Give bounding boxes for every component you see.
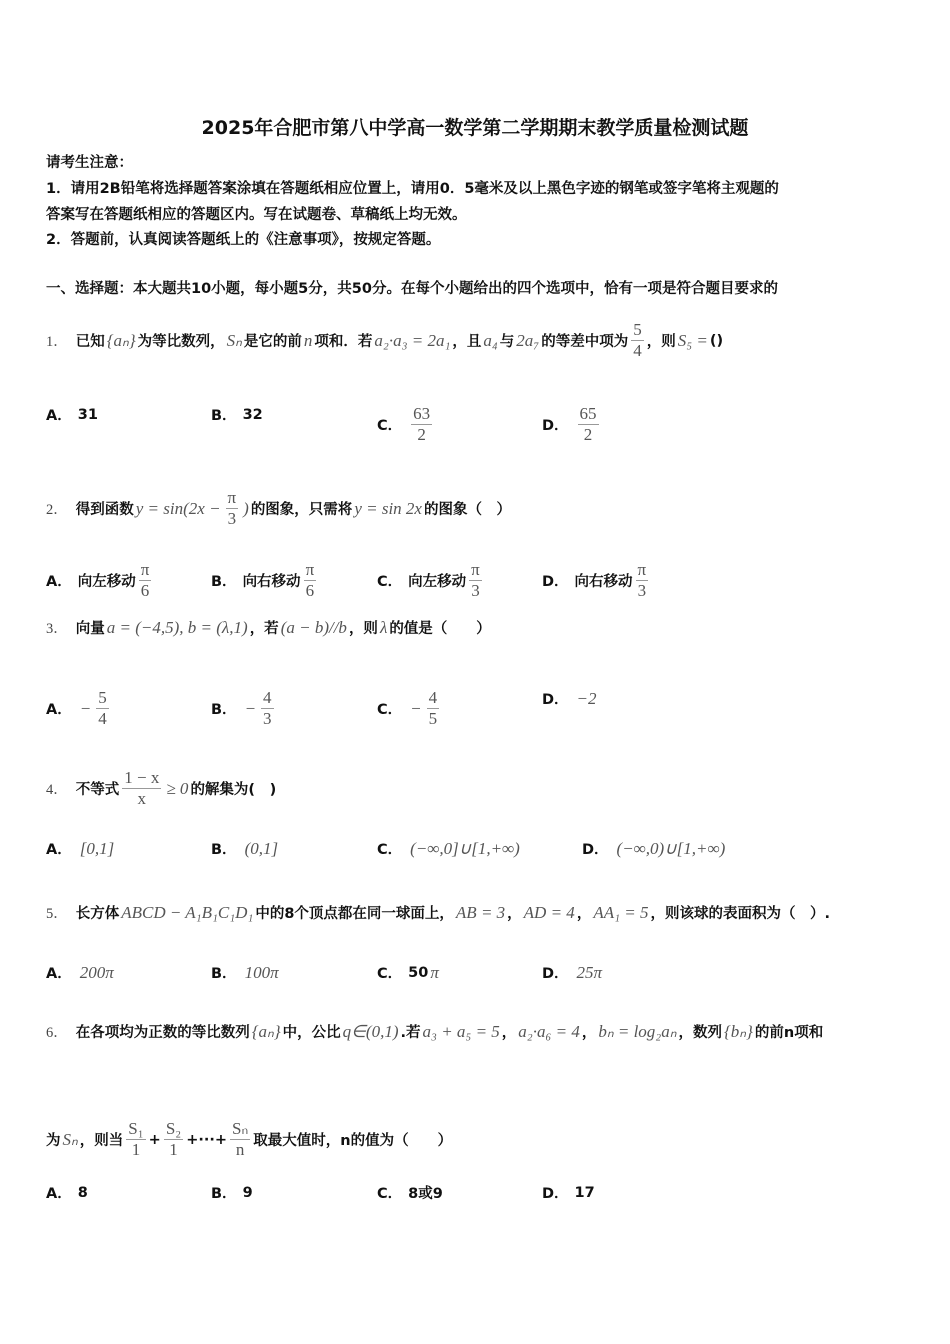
answer-option[interactable] (46, 1182, 88, 1203)
text-segment: 8或9 (408, 1186, 443, 1202)
text-segment: 已知 (75, 334, 105, 350)
fraction-denominator: 3 (637, 581, 647, 600)
fraction-numerator: S₁ (128, 1119, 144, 1138)
answer-option[interactable] (46, 688, 112, 729)
math-expression: π (430, 962, 439, 982)
fraction-denominator: 6 (140, 581, 150, 600)
answer-option[interactable] (542, 688, 599, 709)
section-heading: 一、选择题：本大题共10小题，每小题5分，共50分。在每个小题给出的四个选项中，恰有一项是符合题目要求的 (46, 281, 778, 297)
option-label: C． (377, 1186, 403, 1202)
text-segment: + (148, 1131, 161, 1148)
text-segment: 在各项均为正数的等比数列 (75, 1025, 250, 1041)
math-expression: ≥ 0 (166, 778, 189, 798)
math-expression: ) (243, 498, 249, 518)
fraction (226, 488, 239, 529)
answer-option[interactable] (377, 560, 485, 601)
math-expression: y = sin 2x (354, 498, 422, 518)
option-label: A． (46, 842, 72, 858)
fraction-numerator: 1 − x (124, 768, 160, 787)
text-segment: 的图象，只需将 (250, 502, 353, 518)
math-expression: a₂·a₆ = 4 (518, 1021, 580, 1041)
text-segment: ， (576, 906, 592, 922)
text-segment: ，且 (452, 334, 482, 350)
question-stem (46, 320, 723, 361)
math-expression: 200π (79, 962, 114, 982)
fraction-numerator: 4 (263, 688, 272, 707)
option-label: A． (46, 408, 72, 424)
math-expression: [0,1] (79, 838, 115, 858)
option-label: B． (211, 1186, 237, 1202)
fraction (411, 404, 432, 445)
option-label: D． (542, 692, 569, 708)
notice-line: 1．请用2B铅笔将选择题答案涂填在答题纸相应位置上，请用0．5毫米及以上黑色字迹的钢笔或签字笔将主观题的 (46, 181, 779, 197)
text-segment: ， (581, 1025, 597, 1041)
question-number: 2． (46, 502, 68, 518)
math-expression: − (79, 698, 92, 718)
math-expression: 2a₇ (516, 330, 540, 350)
math-expression: 25π (576, 962, 603, 982)
fraction-denominator: 5 (428, 709, 438, 728)
fraction (164, 1119, 183, 1160)
math-expression: Sₙ (62, 1129, 78, 1149)
math-expression: −2 (576, 688, 597, 708)
text-segment: 项和．若 (314, 334, 373, 350)
fraction-numerator: π (637, 560, 647, 579)
fraction (96, 688, 109, 729)
answer-option[interactable] (211, 560, 319, 601)
text-segment: 50 (408, 964, 429, 981)
answer-option[interactable] (542, 1182, 595, 1203)
fraction (261, 688, 274, 729)
text-segment: 的前n项和 (754, 1025, 824, 1041)
question-number: 5． (46, 906, 68, 922)
math-expression: q∈(0,1) (342, 1021, 399, 1041)
answer-option[interactable] (211, 838, 280, 859)
answer-option[interactable] (377, 838, 522, 859)
text-segment: 32 (242, 406, 263, 423)
fraction (636, 560, 649, 601)
text-segment: 长方体 (75, 906, 120, 922)
fraction-denominator: 3 (263, 709, 272, 728)
option-label: D． (542, 574, 569, 590)
math-expression: ABCD − A₁B₁C₁D₁ (121, 902, 254, 922)
fraction-numerator: 65 (579, 404, 597, 423)
text-segment: 不等式 (75, 782, 120, 798)
answer-option[interactable] (542, 962, 604, 983)
text-segment: 向左移动 (77, 574, 136, 590)
fraction (139, 560, 152, 601)
question-stem (46, 617, 491, 638)
page-title: 2025年合肥市第八中学高一数学第二学期期末教学质量检测试题 (201, 117, 749, 139)
text-segment: 的图象（ ） (423, 502, 511, 518)
fraction-denominator: 1 (169, 1140, 178, 1159)
fraction-numerator: Sₙ (232, 1119, 249, 1138)
text-segment: 的解集为( ) (190, 782, 277, 798)
math-expression: n (303, 330, 313, 350)
math-expression: Sₙ (226, 330, 242, 350)
text-segment: 向量 (75, 621, 105, 637)
fraction-numerator: π (227, 488, 237, 507)
text-segment: ，则该球的表面积为（ ）. (650, 906, 830, 922)
option-label: A． (46, 702, 72, 718)
fraction-denominator: x (137, 789, 147, 808)
answer-option[interactable] (211, 1182, 253, 1203)
answer-option[interactable] (211, 688, 277, 729)
fraction-denominator: 3 (471, 581, 480, 600)
text-segment: 的值是（ ） (389, 621, 491, 637)
option-label: B． (211, 966, 237, 982)
fraction-denominator: 6 (305, 581, 315, 600)
option-label: A． (46, 966, 72, 982)
answer-option[interactable] (46, 404, 98, 425)
question-stem (46, 902, 830, 923)
fraction-numerator: π (305, 560, 315, 579)
answer-option[interactable] (46, 838, 116, 859)
fraction-denominator: 2 (583, 425, 593, 444)
text-segment: 中的8个顶点都在同一球面上， (255, 906, 454, 922)
option-label: C． (377, 966, 403, 982)
option-label: B． (211, 842, 237, 858)
question-number: 1． (46, 334, 68, 350)
option-label: B． (211, 702, 237, 718)
option-label: C． (377, 842, 403, 858)
fraction (304, 560, 317, 601)
math-expression: AB = 3 (455, 902, 506, 922)
math-expression: y = sin(2x − (135, 498, 221, 518)
fraction-numerator: 5 (98, 688, 107, 707)
math-expression: (a − b)//b (280, 617, 347, 637)
text-segment: 与 (499, 334, 515, 350)
option-label: D． (542, 966, 569, 982)
text-segment: ， (507, 906, 522, 922)
fraction-numerator: 5 (633, 320, 642, 339)
math-expression: − (410, 698, 422, 718)
option-label: D． (582, 842, 609, 858)
math-expression: 100π (244, 962, 279, 982)
option-label: C． (377, 574, 403, 590)
math-expression: {aₙ} (251, 1021, 281, 1041)
fraction-numerator: 63 (413, 404, 431, 423)
text-segment: 的等差中项为 (541, 334, 629, 350)
notice-heading: 请考生注意： (46, 155, 133, 171)
text-segment: 中，公比 (282, 1025, 341, 1041)
math-expression: AA₁ = 5 (593, 902, 649, 922)
option-label: D． (542, 1186, 569, 1202)
fraction (578, 404, 599, 445)
option-label: A． (46, 1186, 72, 1202)
answer-option[interactable] (582, 838, 727, 859)
text-segment: 向右移动 (242, 574, 301, 590)
math-expression: − (244, 698, 257, 718)
fraction-numerator: S₂ (165, 1119, 182, 1138)
question-number: 3． (46, 621, 68, 637)
text-segment: 17 (574, 1184, 595, 1201)
math-expression: a₂·a₃ = 2a₁ (374, 330, 451, 350)
answer-option[interactable] (542, 404, 602, 445)
option-label: C． (377, 702, 403, 718)
fraction (631, 320, 644, 361)
answer-option[interactable] (211, 404, 263, 425)
math-expression: (−∞,0]∪[1,+∞) (410, 838, 520, 858)
text-segment: ，则当 (79, 1133, 124, 1149)
math-expression: {aₙ} (106, 330, 136, 350)
option-label: D． (542, 418, 569, 434)
question-stem (46, 768, 276, 809)
answer-option[interactable] (46, 962, 116, 983)
question-number: 6． (46, 1025, 68, 1041)
answer-option[interactable] (46, 560, 154, 601)
math-expression: (0,1] (244, 838, 279, 858)
text-segment: 为 (46, 1133, 61, 1149)
math-expression: λ (379, 617, 388, 637)
math-expression: bₙ = log₂aₙ (598, 1021, 677, 1041)
notice-line: 2．答题前，认真阅读答题纸上的《注意事项》，按规定答题。 (46, 232, 441, 248)
option-label: B． (211, 574, 237, 590)
fraction-denominator: 4 (98, 709, 107, 728)
text-segment: ， (501, 1025, 517, 1041)
text-segment: 向左移动 (408, 574, 467, 590)
math-expression: a₃ + a₅ = 5 (422, 1021, 500, 1041)
fraction-numerator: π (140, 560, 150, 579)
text-segment: ，若 (249, 621, 279, 637)
question-number: 4． (46, 782, 68, 798)
text-segment: 是它的前 (243, 334, 302, 350)
fraction-denominator: 2 (417, 425, 426, 444)
fraction-denominator: n (235, 1140, 245, 1159)
answer-option[interactable] (377, 688, 442, 729)
math-expression: (−∞,0)∪[1,+∞) (616, 838, 726, 858)
math-expression: a = (−4,5), b = (λ,1) (106, 617, 248, 637)
notice-line: 答案写在答题纸相应的答题区内。写在试题卷、草稿纸上均无效。 (46, 207, 467, 223)
text-segment: 得到函数 (75, 502, 134, 518)
math-expression: {bₙ} (724, 1021, 753, 1041)
text-segment: ，则 (646, 334, 676, 350)
option-label: C． (377, 418, 403, 434)
fraction (469, 560, 482, 601)
answer-option[interactable] (542, 560, 651, 601)
math-expression: AD = 4 (523, 902, 575, 922)
text-segment: +···+ (186, 1131, 228, 1148)
fraction-denominator: 1 (131, 1140, 141, 1159)
fraction (126, 1119, 145, 1160)
text-segment: 向右移动 (574, 574, 633, 590)
option-label: A． (46, 574, 72, 590)
text-segment: 取最大值时，n的值为（ ） (253, 1133, 453, 1149)
fraction-denominator: 4 (633, 341, 642, 360)
text-segment: 31 (77, 406, 98, 423)
text-segment: () (709, 332, 724, 349)
text-segment: .若 (400, 1025, 421, 1041)
text-segment: 为等比数列， (137, 334, 225, 350)
text-segment: 9 (242, 1184, 253, 1201)
text-segment: ，则 (348, 621, 378, 637)
fraction (230, 1119, 250, 1160)
math-expression: S₅ = (677, 330, 708, 350)
text-segment: 8 (77, 1184, 88, 1201)
answer-option[interactable] (377, 1182, 443, 1203)
fraction-numerator: π (471, 560, 480, 579)
option-label: B． (211, 408, 237, 424)
question-stem (46, 1021, 823, 1042)
fraction (122, 768, 161, 809)
question-stem-continued (46, 1119, 452, 1160)
fraction (427, 688, 440, 729)
answer-option[interactable] (377, 404, 435, 445)
answer-option[interactable] (377, 962, 441, 983)
math-expression: a₄ (483, 330, 498, 350)
fraction-denominator: 3 (227, 509, 237, 528)
fraction-numerator: 4 (428, 688, 438, 707)
question-stem (46, 488, 511, 529)
answer-option[interactable] (211, 962, 281, 983)
text-segment: ，数列 (678, 1025, 722, 1041)
